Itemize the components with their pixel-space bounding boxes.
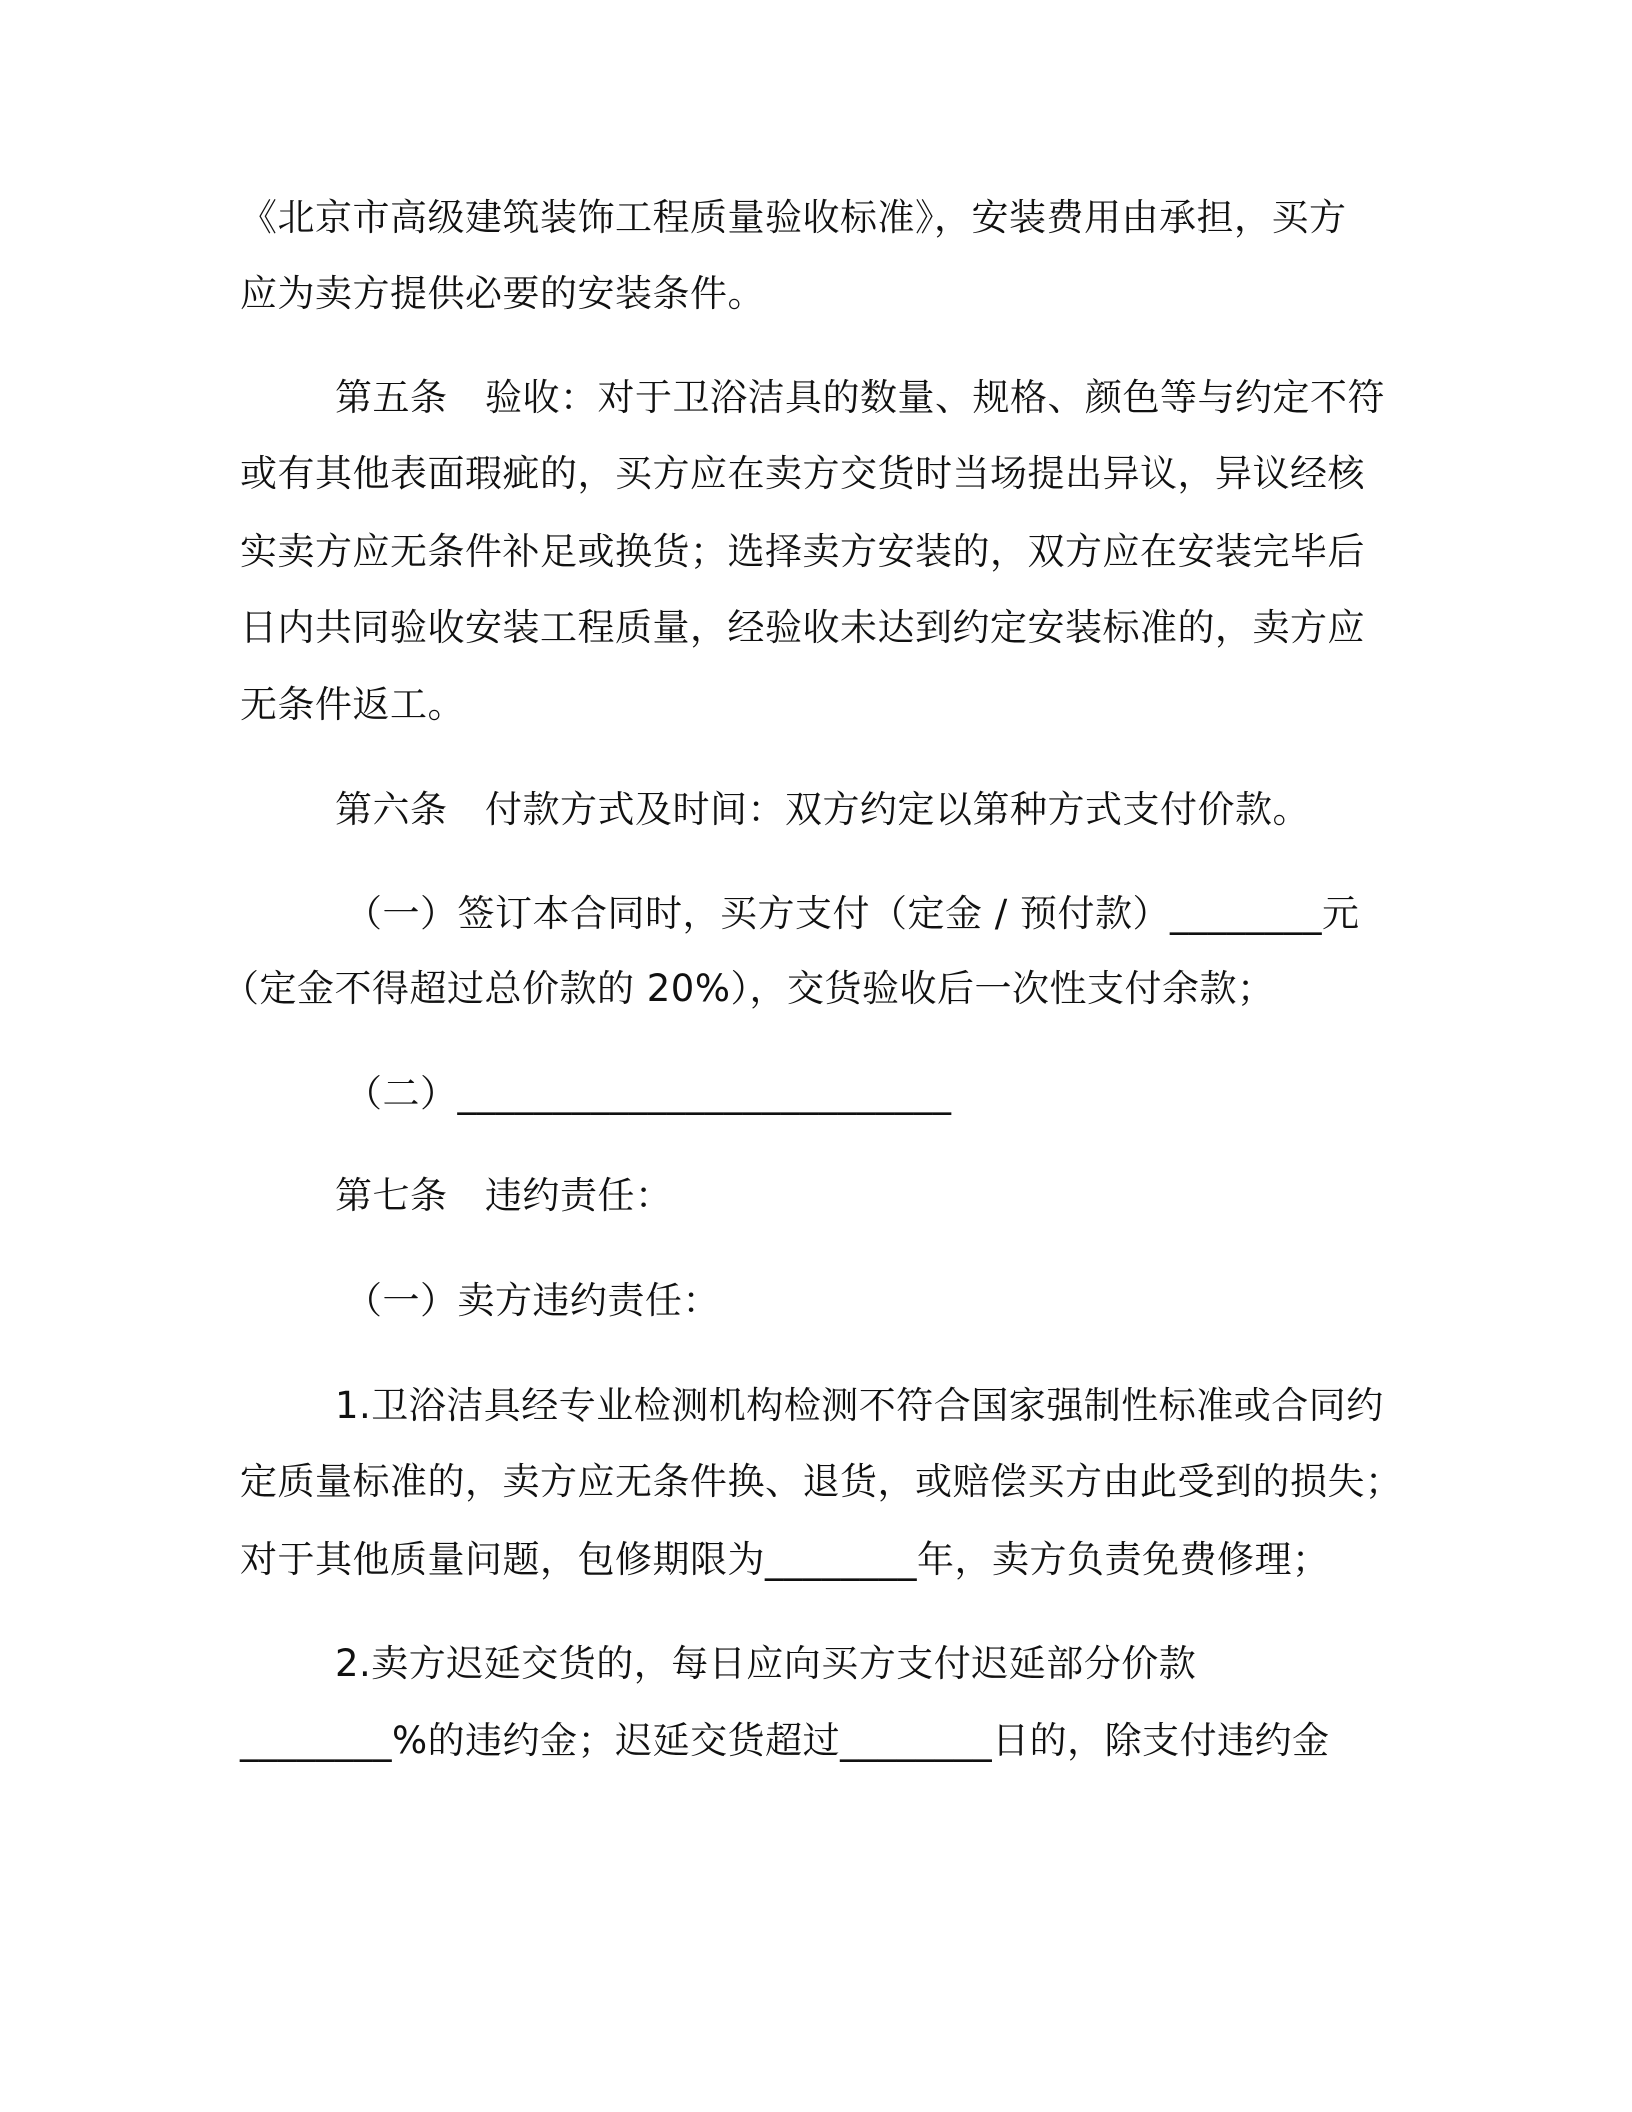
payment-option-1-line-2: （定金不得超过总价款的 20%），交货验收后一次性支付余款； [222,967,1275,1010]
article-5-line-1: 第五条 验收：对于卫浴洁具的数量、规格、颜色等与约定不符 [335,376,1385,419]
liability-item-1-line-3: 对于其他质量问题，包修期限为________年，卖方负责免费修理； [240,1538,1330,1581]
liability-item-2-line-2: ________%的违约金；迟延交货超过________日的，除支付违约金 [240,1719,1330,1762]
article-6-heading: 第六条 付款方式及时间：双方约定以第种方式支付价款。 [335,788,1310,831]
text-line-2: 应为卖方提供必要的安装条件。 [240,272,765,315]
text-line-1: 《北京市高级建筑装饰工程质量验收标准》，安装费用由承担，买方 [240,196,1347,239]
article-5-line-3: 实卖方应无条件补足或换货；选择卖方安装的，双方应在安装完毕后 [240,530,1365,573]
article-5-line-5: 无条件返工。 [240,683,465,726]
liability-item-1-line-2: 定质量标准的，卖方应无条件换、退货，或赔偿买方由此受到的损失； [240,1460,1403,1503]
seller-liability-heading: （一）卖方违约责任： [345,1279,720,1322]
payment-option-2: （二）__________________________ [345,1072,952,1115]
article-5-line-2: 或有其他表面瑕疵的，买方应在卖方交货时当场提出异议，异议经核 [240,452,1365,495]
article-7-heading: 第七条 违约责任： [335,1174,673,1217]
liability-item-2-line-1: 2.卖方迟延交货的，每日应向买方支付迟延部分价款 [335,1642,1197,1685]
payment-option-1-line-1: （一）签订本合同时，买方支付（定金 / 预付款）________元 [345,892,1360,935]
article-5-line-4: 日内共同验收安装工程质量，经验收未达到约定安装标准的，卖方应 [240,606,1365,649]
liability-item-1-line-1: 1.卫浴洁具经专业检测机构检测不符合国家强制性标准或合同约 [335,1384,1384,1427]
